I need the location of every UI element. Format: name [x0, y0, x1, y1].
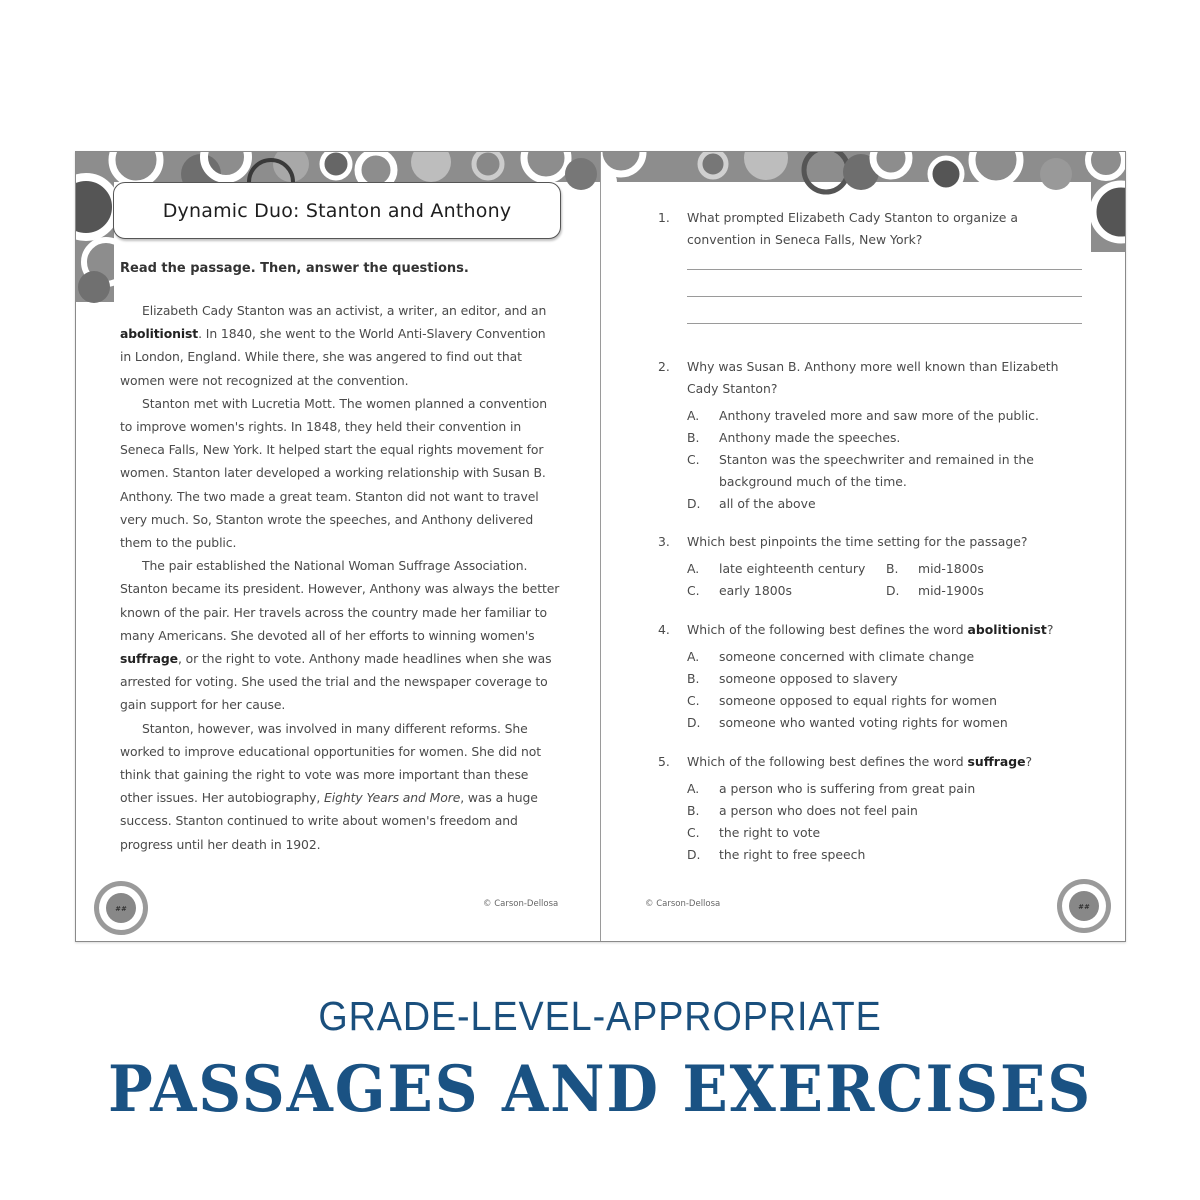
- question-3: [658, 531, 1088, 602]
- answer-choices: [687, 558, 1088, 602]
- svg-text:##: ##: [1078, 903, 1090, 911]
- choice-a[interactable]: A. a person who is suffering from great pain: [687, 781, 976, 796]
- choice-a[interactable]: A. Anthony traveled more and saw more of the public.: [687, 408, 1039, 423]
- choice-c[interactable]: C. Stanton was the speechwriter and remained in the background much of the time.: [687, 452, 1034, 489]
- question-number: 3.: [658, 534, 670, 549]
- right-page: [601, 152, 1125, 941]
- question-text: Which of the following best defines the word suffrage?: [687, 754, 1033, 769]
- choice-b[interactable]: B. a person who does not feel pain: [687, 803, 918, 818]
- choice-d[interactable]: D. all of the above: [687, 496, 816, 511]
- title-box: [113, 182, 561, 239]
- question-5: [658, 751, 1088, 866]
- question-1: [658, 207, 1088, 324]
- passage-paragraph: Elizabeth Cady Stanton was an activist, a writer, an editor, and an abolitionist. In 1840, she went to the World Anti-Slavery Convention in London, England. While there, she was angered to find out that women were not recognized at the convention.: [120, 303, 547, 388]
- copyright: © Carson-Dellosa: [645, 899, 721, 909]
- question-text: What prompted Elizabeth Cady Stanton to organize a convention in Seneca Falls, New York?: [687, 210, 1018, 247]
- choice-d[interactable]: D. mid-1900s: [886, 583, 984, 598]
- answer-line[interactable]: [687, 296, 1082, 297]
- choice-c[interactable]: C. someone opposed to equal rights for women: [687, 693, 997, 708]
- left-page: [76, 152, 601, 941]
- question-number: 4.: [658, 622, 670, 637]
- answer-choices: [687, 405, 1088, 515]
- instructions: Read the passage. Then, answer the questions.: [120, 261, 469, 276]
- page-number-badge-icon: [1055, 877, 1113, 935]
- question-4: [658, 619, 1088, 734]
- copyright: © Carson-Dellosa: [483, 899, 559, 909]
- answer-line[interactable]: [687, 323, 1082, 324]
- svg-text:##: ##: [115, 905, 127, 913]
- choice-d[interactable]: D. the right to free speech: [687, 847, 866, 862]
- choice-b[interactable]: B. someone opposed to slavery: [687, 671, 898, 686]
- question-number: 5.: [658, 754, 670, 769]
- page-title: Dynamic Duo: Stanton and Anthony: [162, 199, 512, 222]
- choice-a[interactable]: A. late eighteenth century: [687, 561, 866, 576]
- vocab-word: abolitionist: [967, 622, 1047, 637]
- caption-heading: PASSAGES AND EXERCISES: [107, 1052, 1093, 1127]
- question-number: 2.: [658, 359, 670, 374]
- question-2: [658, 356, 1088, 515]
- answer-choices: [687, 646, 1088, 734]
- question-text: Which of the following best defines the word abolitionist?: [687, 622, 1054, 637]
- answer-line[interactable]: [687, 269, 1082, 270]
- book-title: Eighty Years and More: [324, 790, 461, 806]
- caption-subheading: GRADE-LEVEL-APPROPRIATE: [318, 993, 882, 1039]
- choice-c[interactable]: C. early 1800s: [687, 583, 793, 598]
- choice-a[interactable]: A. someone concerned with climate change: [687, 649, 975, 664]
- vocab-word: suffrage: [967, 754, 1026, 769]
- question-text: Which best pinpoints the time setting for the passage?: [687, 534, 1028, 549]
- vocab-word: suffrage: [120, 651, 178, 667]
- answer-choices: [687, 778, 1088, 866]
- choice-b[interactable]: B. Anthony made the speeches.: [687, 430, 901, 445]
- choice-c[interactable]: C. the right to vote: [687, 825, 821, 840]
- workbook-spread: [75, 151, 1126, 942]
- choice-d[interactable]: D. someone who wanted voting rights for women: [687, 715, 1008, 730]
- passage-paragraph: Stanton, however, was involved in many different reforms. She worked to improve educational opportunities for women. She did not think that gaining the right to vote was more important than these other issues. Her autobiography, Eighty Years and More, was a huge success. Stanton continued to write about women's freedom and progress until her death in 1902.: [120, 720, 541, 852]
- passage-paragraph: The pair established the National Woman Suffrage Association. Stanton became its president. However, Anthony was always the better known of the pair. Her travels across the country made her familiar to many Americans. She devoted all of her efforts to winning women's suffrage, or the right to vote. Anthony made headlines when she was arrested for voting. She used the trial and the newspaper coverage to gain support for her cause.: [120, 558, 560, 713]
- passage-paragraph: Stanton met with Lucretia Mott. The women planned a convention to improve women's rights. In 1848, they held their convention in Seneca Falls, New York. It helped start the equal rights movement for women. Stanton later developed a working relationship with Susan B. Anthony. The two made a great team. Stanton did not want to travel very much. So, Stanton wrote the speeches, and Anthony delivered them to the public.: [120, 395, 547, 551]
- reading-passage: [120, 299, 560, 856]
- page-number-badge-icon: [92, 879, 150, 937]
- choice-b[interactable]: B. mid-1800s: [886, 561, 984, 576]
- question-number: 1.: [658, 210, 670, 225]
- vocab-word: abolitionist: [120, 326, 199, 342]
- question-text: Why was Susan B. Anthony more well known than Elizabeth Cady Stanton?: [687, 359, 1059, 396]
